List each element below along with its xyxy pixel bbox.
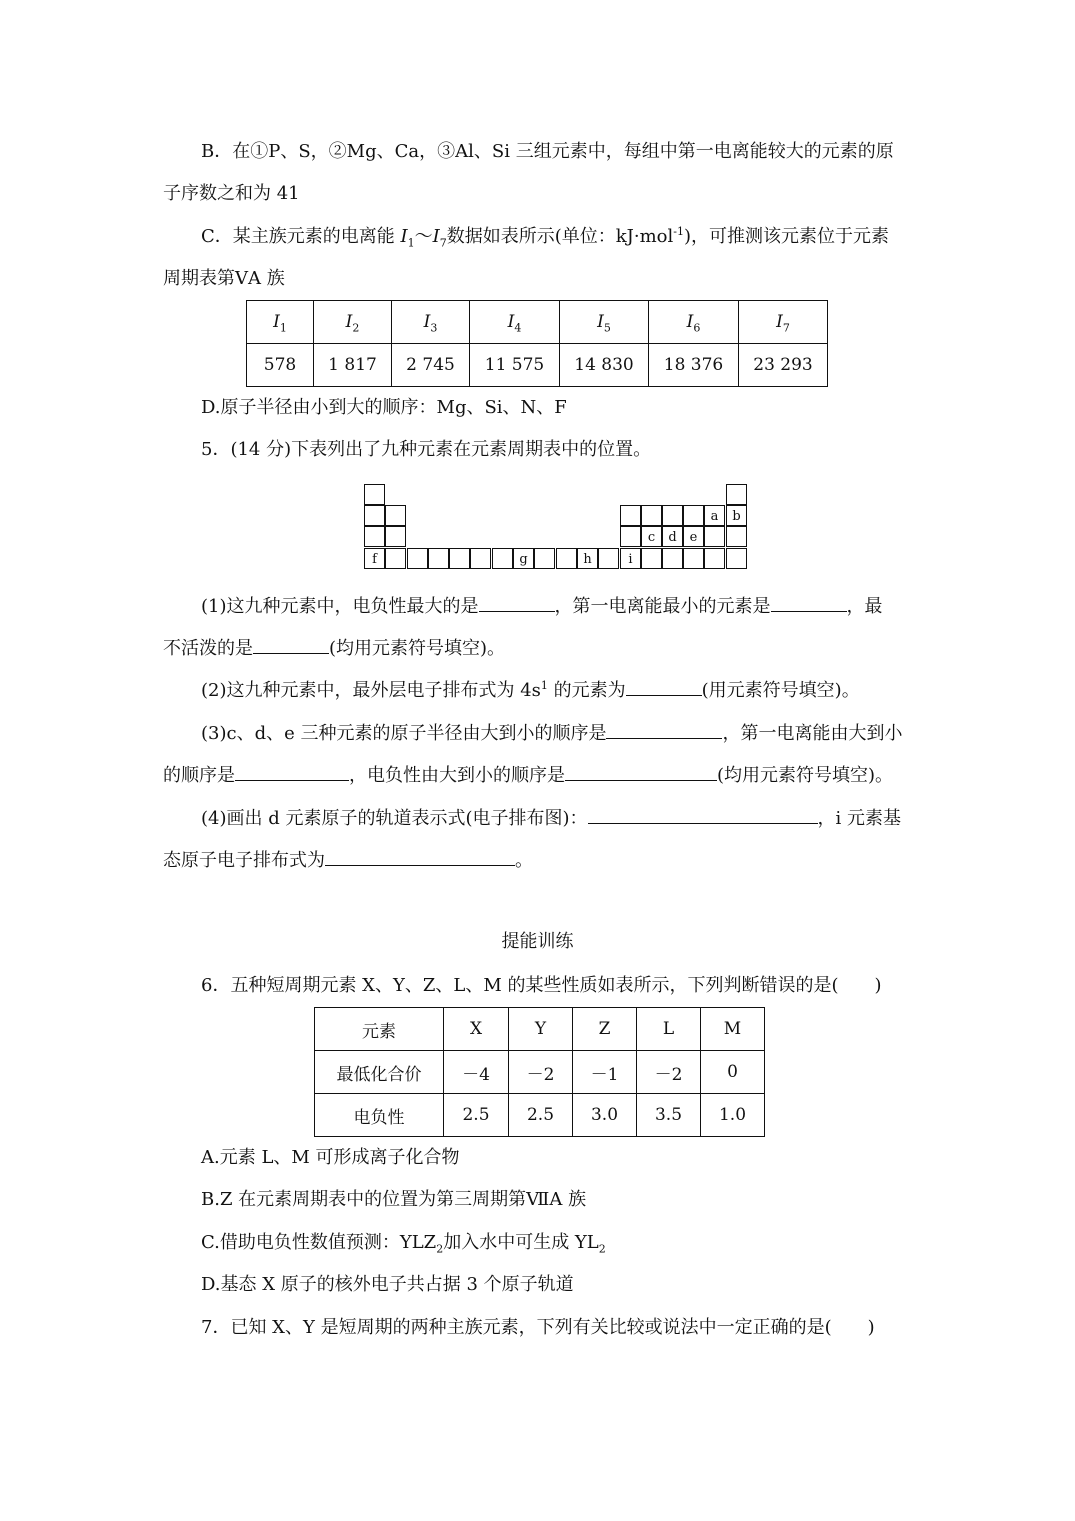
q6-option-a: A.元素 L、M 可形成离子化合物	[201, 1147, 460, 1168]
periodic-cell	[364, 526, 385, 547]
ion-header-7: $I_7$	[739, 301, 828, 344]
table-cell: －2	[509, 1051, 573, 1094]
blank-1[interactable]	[479, 593, 555, 612]
element-properties-table	[314, 1007, 765, 1137]
periodic-cell	[683, 505, 704, 526]
table-cell: 3.0	[573, 1094, 637, 1137]
periodic-cell	[534, 548, 555, 569]
blank-9[interactable]	[325, 847, 515, 866]
periodic-cell	[385, 526, 406, 547]
table-cell: X	[444, 1008, 509, 1051]
periodic-cell	[620, 526, 641, 547]
blank-4[interactable]	[626, 677, 702, 696]
q5-part1-line2: 不活泼的是 (均用元素符号填空)。	[163, 635, 505, 661]
ion-header-6: $I_6$	[649, 301, 739, 344]
table-cell: －1	[573, 1051, 637, 1094]
cell-d: d	[662, 526, 683, 547]
cell-e: e	[683, 526, 704, 547]
blank-7[interactable]	[565, 762, 717, 781]
blank-2[interactable]	[771, 593, 847, 612]
table-cell: 3.5	[637, 1094, 701, 1137]
table-cell: 最低化合价	[315, 1051, 444, 1094]
cell-h: h	[577, 548, 598, 569]
table-cell: 电负性	[315, 1094, 444, 1137]
table-cell: 1.0	[701, 1094, 765, 1137]
table-cell: 0	[701, 1051, 765, 1094]
periodic-cell	[449, 548, 470, 569]
ion-header-4: $I_4$	[470, 301, 560, 344]
periodic-cell	[704, 548, 725, 569]
option-d: D.原子半径由小到大的顺序：Mg、Si、N、F	[201, 397, 567, 418]
periodic-cell	[470, 548, 491, 569]
table-cell: 2.5	[509, 1094, 573, 1137]
periodic-cell	[364, 484, 385, 505]
ion-header-1: $I_1$	[247, 301, 314, 344]
q5-part1-line1: (1)这九种元素中，电负性最大的是 ，第一电离能最小的元素是 ，最	[201, 593, 883, 619]
periodic-cell	[726, 526, 747, 547]
q5-part4-line1: (4)画出 d 元素原子的轨道表示式(电子排布图)： ，i 元素基	[201, 805, 901, 831]
ion-value-2: 1 817	[314, 344, 392, 387]
q5-part4-line2: 态原子电子排布式为 。	[163, 847, 533, 873]
ion-value-5: 14 830	[560, 344, 649, 387]
blank-6[interactable]	[235, 762, 349, 781]
table-cell: －4	[444, 1051, 509, 1094]
section-title: 提能训练	[501, 931, 574, 952]
table-cell: Y	[509, 1008, 573, 1051]
q6-option-d: D.基态 X 原子的核外电子共占据 3 个原子轨道	[201, 1274, 574, 1295]
periodic-cell	[641, 548, 662, 569]
q5-part3-line1: (3)c、d、e 三种元素的原子半径由大到小的顺序是 ，第一电离能由大到小	[201, 720, 902, 746]
periodic-table-diagram	[364, 484, 748, 570]
question-5-title: 5．(14 分)下表列出了九种元素在元素周期表中的位置。	[201, 439, 652, 460]
table-cell: M	[701, 1008, 765, 1051]
periodic-cell	[364, 505, 385, 526]
periodic-cell	[662, 548, 683, 569]
ion-value-3: 2 745	[392, 344, 470, 387]
periodic-cell	[556, 548, 577, 569]
ion-header-5: $I_5$	[560, 301, 649, 344]
periodic-cell	[683, 548, 704, 569]
cell-f: f	[364, 548, 385, 569]
table-cell: 元素	[315, 1008, 444, 1051]
q6-option-c: C.借助电负性数值预测：$YLZ_2$加入水中可生成 $YL_2$	[201, 1232, 606, 1256]
cell-c: c	[641, 526, 662, 547]
periodic-cell	[385, 505, 406, 526]
blank-8[interactable]	[588, 805, 818, 824]
option-c-line2: 周期表第ⅤA 族	[163, 268, 285, 289]
periodic-cell	[620, 505, 641, 526]
blank-3[interactable]	[253, 635, 329, 654]
cell-g: g	[513, 548, 534, 569]
q5-part2: (2)这九种元素中，最外层电子排布式为 $4s^1$ 的元素为 (用元素符号填空)。	[201, 679, 860, 701]
ion-value-6: 18 376	[649, 344, 739, 387]
periodic-cell	[407, 548, 428, 569]
option-b-line2: 子序数之和为 41	[163, 183, 300, 204]
periodic-cell	[641, 505, 662, 526]
table-cell: 2.5	[444, 1094, 509, 1137]
periodic-cell	[726, 484, 747, 505]
ion-value-1: 578	[247, 344, 314, 387]
ion-header-3: $I_3$	[392, 301, 470, 344]
option-c-line1: C．某主族元素的电离能 $I_1\sim I_7$数据如表所示(单位：kJ·mol$^{-1}$)，可推测该元素位于元素	[201, 225, 890, 250]
periodic-cell	[492, 548, 513, 569]
ion-value-7: 23 293	[739, 344, 828, 387]
ion-value-4: 11 575	[470, 344, 560, 387]
periodic-cell	[726, 548, 747, 569]
periodic-cell	[428, 548, 449, 569]
ion-header-2: $I_2$	[314, 301, 392, 344]
periodic-cell	[385, 548, 406, 569]
ionization-energy-table	[246, 300, 828, 387]
question-7-stem: 7．已知 X、Y 是短周期的两种主族元素，下列有关比较或说法中一定正确的是( )	[201, 1317, 875, 1338]
periodic-cell	[662, 505, 683, 526]
table-cell: Z	[573, 1008, 637, 1051]
cell-a: a	[704, 505, 725, 526]
cell-i: i	[620, 548, 641, 569]
periodic-cell	[598, 548, 619, 569]
question-6-stem: 6．五种短周期元素 X、Y、Z、L、M 的某些性质如表所示，下列判断错误的是( )	[201, 975, 882, 996]
q5-part3-line2: 的顺序是 ，电负性由大到小的顺序是 (均用元素符号填空)。	[163, 762, 893, 788]
option-b-line1: B．在①P、S，②Mg、Ca，③Al、Si 三组元素中，每组中第一电离能较大的元素的原	[201, 141, 894, 162]
table-cell: L	[637, 1008, 701, 1051]
q6-option-b: B.Z 在元素周期表中的位置为第三周期第ⅦA 族	[201, 1189, 587, 1210]
cell-b: b	[726, 505, 747, 526]
blank-5[interactable]	[606, 720, 722, 739]
periodic-cell	[704, 526, 725, 547]
table-cell: －2	[637, 1051, 701, 1094]
